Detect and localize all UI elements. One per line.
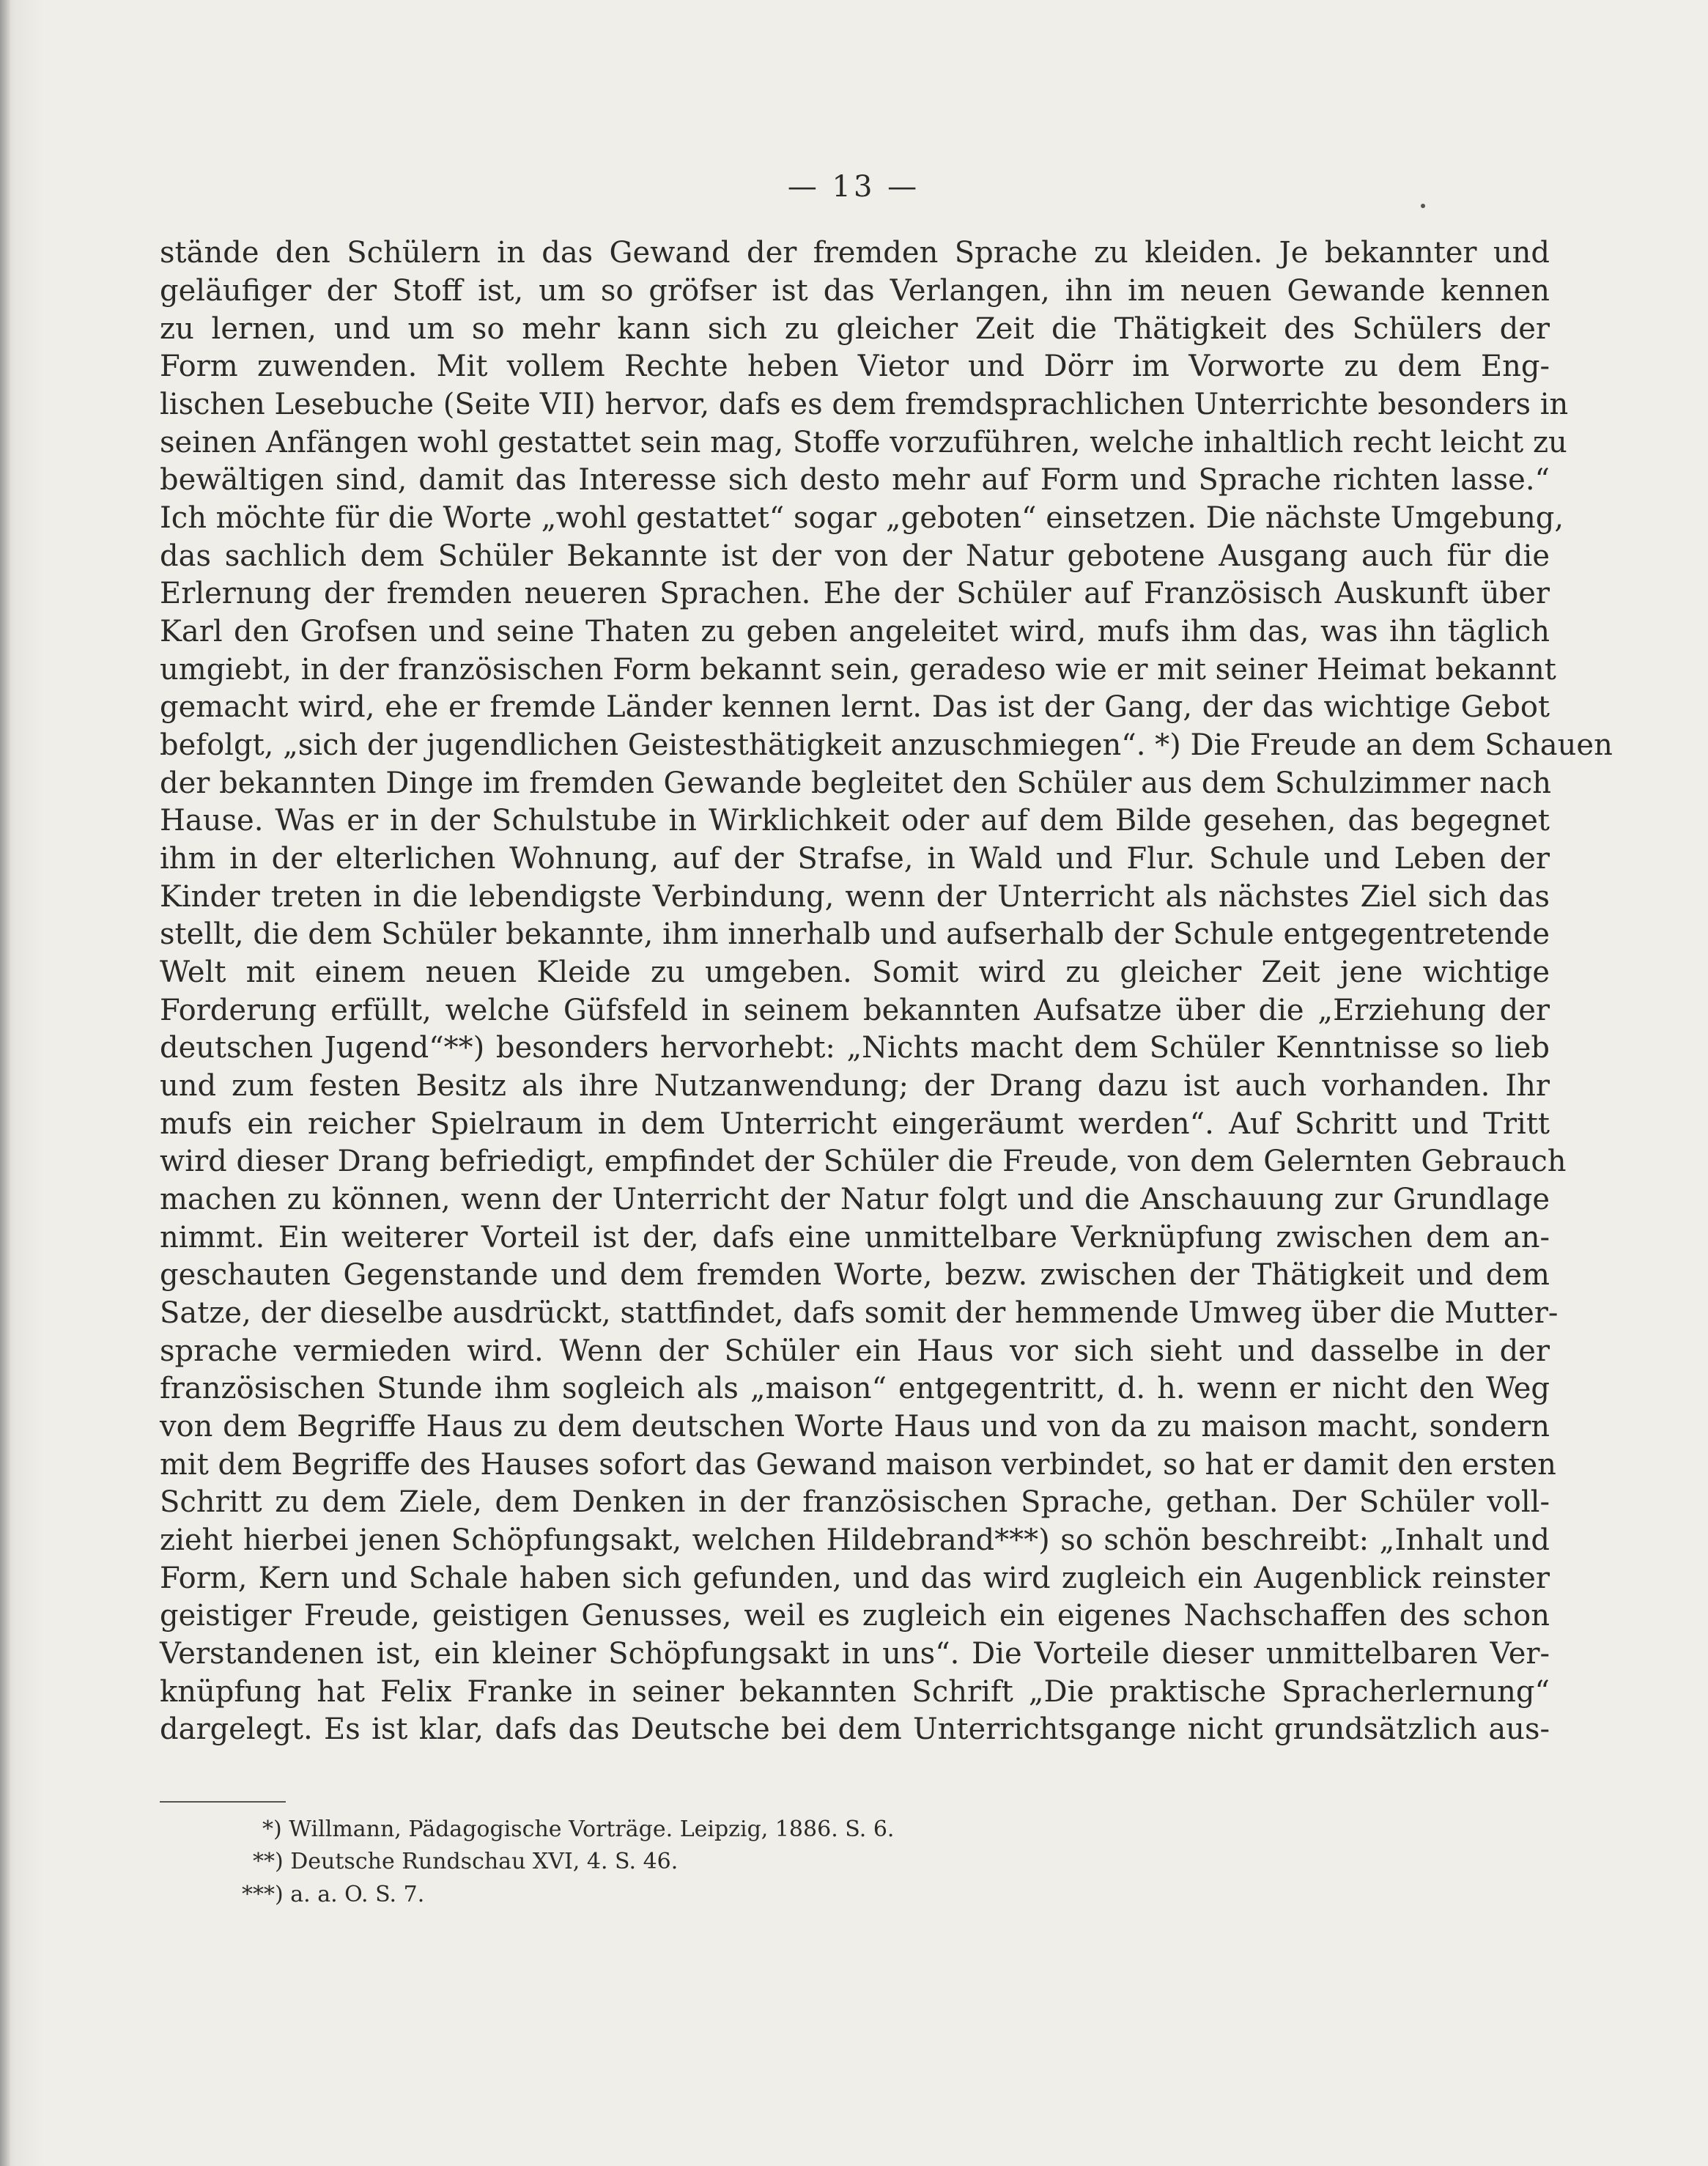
text-line: Hause. Was er in der Schulstube in Wirklichkeit oder auf dem Bilde gesehen, das begegnet [160, 804, 1550, 838]
text-line: stände den Schülern in das Gewand der fremden Sprache zu kleiden. Je bekannter und [160, 236, 1550, 270]
text-line: umgiebt, in der französischen Form bekannt sein, geradeso wie er mit seiner Heimat bekannt [160, 653, 1556, 687]
text-line: französischen Stunde ihm sogleich als „maison“ entgegentritt, d. h. wenn er nicht den Weg [160, 1372, 1550, 1405]
text-line: wird dieser Drang befriedigt, empfindet der Schüler die Freude, von dem Gelernten Gebrauch [160, 1145, 1567, 1178]
text-line: ihm in der elterlichen Wohnung, auf der Strafse, in Wald und Flur. Schule und Leben der [160, 842, 1550, 876]
text-line: knüpfung hat Felix Franke in seiner bekannten Schrift „Die praktische Spracherlernung“ [160, 1675, 1550, 1709]
text-line: seinen Anfängen wohl gestattet sein mag, Stoffe vorzuführen, welche inhaltlich recht leicht zu [160, 426, 1567, 459]
text-line: sprache vermieden wird. Wenn der Schüler ein Haus vor sich sieht und dasselbe in der [160, 1334, 1550, 1368]
text-line: das sachlich dem Schüler Bekannte ist der von der Natur gebotene Ausgang auch für die [160, 539, 1550, 573]
footnote: ***) a. a. O. S. 7. [242, 1882, 425, 1907]
text-line: Satze, der dieselbe ausdrückt, stattfindet, dafs somit der hemmende Umweg über die Mutter- [160, 1296, 1559, 1330]
text-line: Ich möchte für die Worte „wohl gestattet“ sogar „geboten“ einsetzen. Die nächste Umgebung, [160, 501, 1564, 535]
text-line: von dem Begriffe Haus zu dem deutschen Worte Haus und von da zu maison macht, sondern [160, 1410, 1550, 1444]
text-line: zieht hierbei jenen Schöpfungsakt, welchen Hildebrand***) so schön beschreibt: „Inhalt und [160, 1523, 1550, 1557]
text-line: zu lernen, und um so mehr kann sich zu gleicher Zeit die Thätigkeit des Schülers der [160, 312, 1550, 346]
text-line: Welt mit einem neuen Kleide zu umgeben. Somit wird zu gleicher Zeit jene wichtige [160, 956, 1550, 989]
text-line: Erlernung der fremden neueren Sprachen. Ehe der Schüler auf Französisch Auskunft über [160, 577, 1550, 610]
footnote-divider [160, 1801, 286, 1803]
text-line: stellt, die dem Schüler bekannte, ihm innerhalb und aufserhalb der Schule entgegentretende [160, 917, 1550, 951]
text-line: bewältigen sind, damit das Interesse sich desto mehr auf Form und Sprache richten lasse.“ [160, 463, 1550, 497]
text-line: nimmt. Ein weiterer Vorteil ist der, dafs eine unmittelbare Verknüpfung zwischen dem an- [160, 1221, 1550, 1254]
text-line: lischen Lesebuche (Seite VII) hervor, dafs es dem fremdsprachlichen Unterrichte besonders in [160, 388, 1569, 421]
text-line: mufs ein reicher Spielraum in dem Unterricht eingeräumt werden“. Auf Schritt und Tritt [160, 1107, 1550, 1141]
footnote: *) Willmann, Pädagogische Vorträge. Leipzig, 1886. S. 6. [262, 1816, 895, 1842]
text-line: Form zuwenden. Mit vollem Rechte heben Vietor und Dörr im Vorworte zu dem Eng- [160, 350, 1550, 383]
text-line: Karl den Grofsen und seine Thaten zu geben angeleitet wird, mufs ihm das, was ihn täglich [160, 615, 1550, 648]
text-line: Forderung erfüllt, welche Güfsfeld in seinem bekannten Aufsatze über die „Erziehung der [160, 994, 1550, 1027]
text-line: geistiger Freude, geistigen Genusses, weil es zugleich ein eigenes Nachschaffen des schon [160, 1599, 1550, 1633]
text-line: deutschen Jugend“**) besonders hervorhebt: „Nichts macht dem Schüler Kenntnisse so lieb [160, 1031, 1550, 1065]
text-line: Verstandenen ist, ein kleiner Schöpfungsakt in uns“. Die Vorteile dieser unmittelbaren Ver- [160, 1637, 1550, 1671]
text-line: machen zu können, wenn der Unterricht der Natur folgt und die Anschauung zur Grundlage [160, 1183, 1550, 1216]
text-line: befolgt, „sich der jugendlichen Geistesthätigkeit anzuschmiegen“. *) Die Freude an dem Schauen [160, 728, 1613, 762]
text-line: Schritt zu dem Ziele, dem Denken in der französischen Sprache, gethan. Der Schüler voll- [160, 1485, 1550, 1519]
speck-mark [1421, 204, 1425, 208]
text-line: dargelegt. Es ist klar, dafs das Deutsche bei dem Unterrichtsgange nicht grundsätzlich aus- [160, 1712, 1550, 1746]
text-line: mit dem Begriffe des Hauses sofort das Gewand maison verbindet, so hat er damit den ersten [160, 1448, 1556, 1482]
text-line: gemacht wird, ehe er fremde Länder kennen lernt. Das ist der Gang, der das wichtige Gebot [160, 690, 1550, 724]
text-line: und zum festen Besitz als ihre Nutzanwendung; der Drang dazu ist auch vorhanden. Ihr [160, 1069, 1550, 1103]
text-line: der bekannten Dinge im fremden Gewande begleitet den Schüler aus dem Schulzimmer nach [160, 766, 1551, 800]
text-line: Kinder treten in die lebendigste Verbindung, wenn der Unterricht als nächstes Ziel sich das [160, 880, 1550, 914]
text-line: Form, Kern und Schale haben sich gefunden, und das wird zugleich ein Augenblick reinster [160, 1561, 1550, 1595]
text-line: geläufiger der Stoff ist, um so gröfser ist das Verlangen, ihn im neuen Gewande kennen [160, 274, 1550, 308]
book-spine-shadow [0, 0, 10, 2166]
page-number: — 13 — [787, 170, 920, 204]
text-line: geschauten Gegenstande und dem fremden Worte, bezw. zwischen der Thätigkeit und dem [160, 1258, 1550, 1292]
footnote: **) Deutsche Rundschau XVI, 4. S. 46. [253, 1849, 679, 1874]
